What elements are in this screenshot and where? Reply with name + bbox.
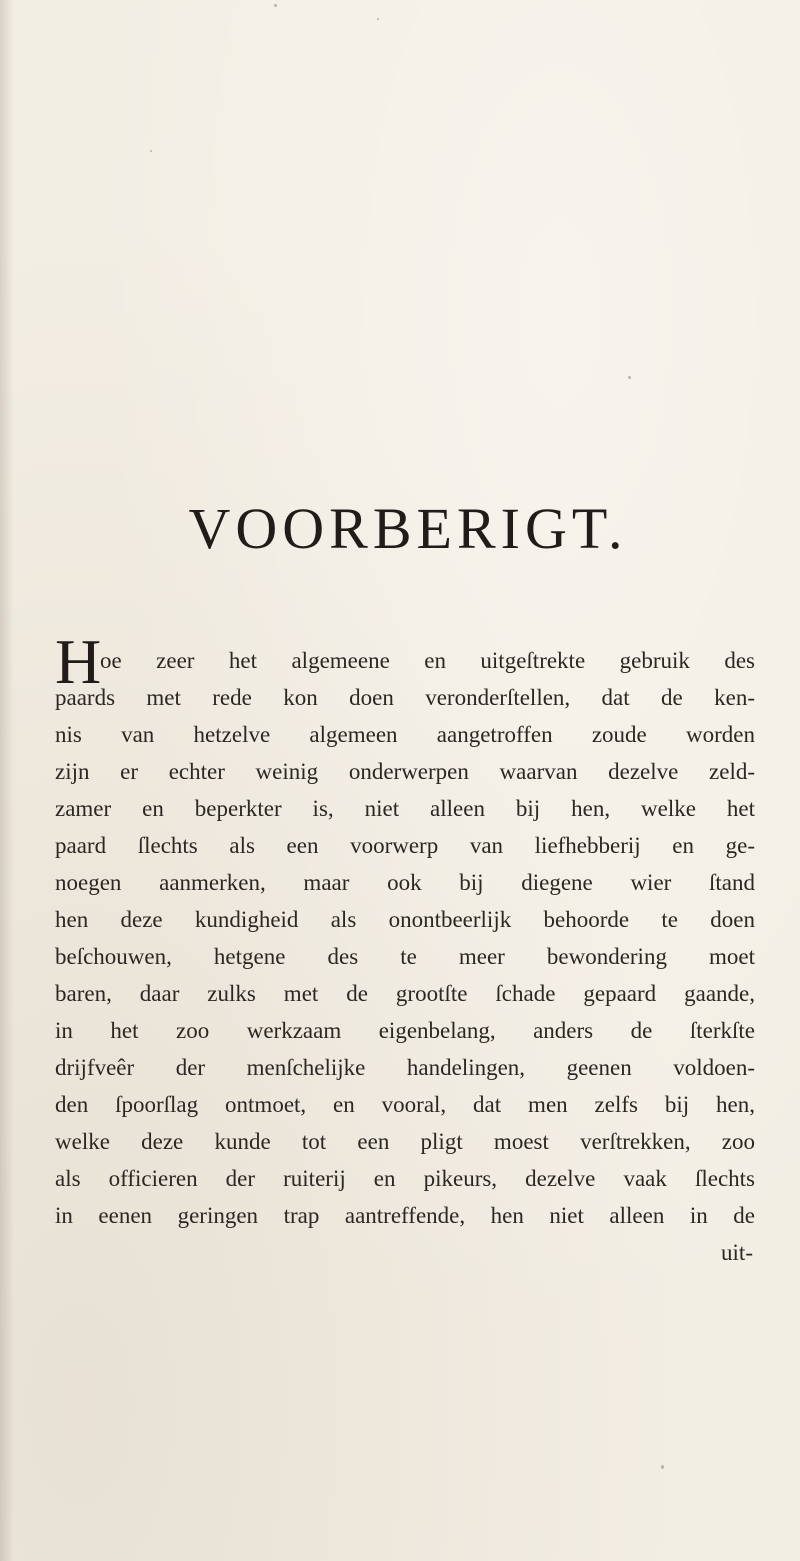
paper-speck xyxy=(628,376,631,379)
paper-speck xyxy=(661,1465,664,1469)
spine-shadow xyxy=(0,0,14,1561)
text-line: paard ſlechts als een voorwerp van liefhebberij en ge- xyxy=(55,833,755,858)
text-line: beſchouwen, hetgene des te meer bewondering moet xyxy=(55,944,755,969)
text-line: oe zeer het algemeene en uitgeſtrekte gebruik des xyxy=(100,648,755,673)
page-title: VOORBERIGT. xyxy=(188,495,628,561)
text-line: als officieren der ruiterij en pikeurs, dezelve vaak ſlechts xyxy=(55,1166,755,1191)
paper-speck xyxy=(274,4,277,7)
text-line: nis van hetzelve algemeen aangetroffen zoude worden xyxy=(55,722,755,747)
text-line: zijn er echter weinig onderwerpen waarvan dezelve zeld- xyxy=(55,759,755,784)
text-line: paards met rede kon doen veronderſtellen, dat de ken- xyxy=(55,685,755,710)
catchword: uit- xyxy=(721,1240,753,1265)
text-line: hen deze kundigheid als onontbeerlijk behoorde te doen xyxy=(55,907,755,932)
paper-speck xyxy=(377,18,379,20)
text-line: den ſpoorſlag ontmoet, en vooral, dat men zelfs bij hen, xyxy=(55,1092,755,1117)
drop-cap: H xyxy=(55,626,102,697)
text-line: in het zoo werkzaam eigenbelang, anders de ſterkſte xyxy=(55,1018,755,1043)
text-line: baren, daar zulks met de grootſte ſchade gepaard gaande, xyxy=(55,981,755,1006)
text-line: noegen aanmerken, maar ook bij diegene wier ſtand xyxy=(55,870,755,895)
text-line: drijfveêr der menſchelijke handelingen, geenen voldoen- xyxy=(55,1055,755,1080)
body-text xyxy=(55,642,755,1271)
text-line: zamer en beperkter is, niet alleen bij hen, welke het xyxy=(55,796,755,821)
text-line: in eenen geringen trap aantreffende, hen niet alleen in de xyxy=(55,1203,755,1228)
paper-speck xyxy=(150,150,152,152)
text-line: welke deze kunde tot een pligt moest verſtrekken, zoo xyxy=(55,1129,755,1154)
